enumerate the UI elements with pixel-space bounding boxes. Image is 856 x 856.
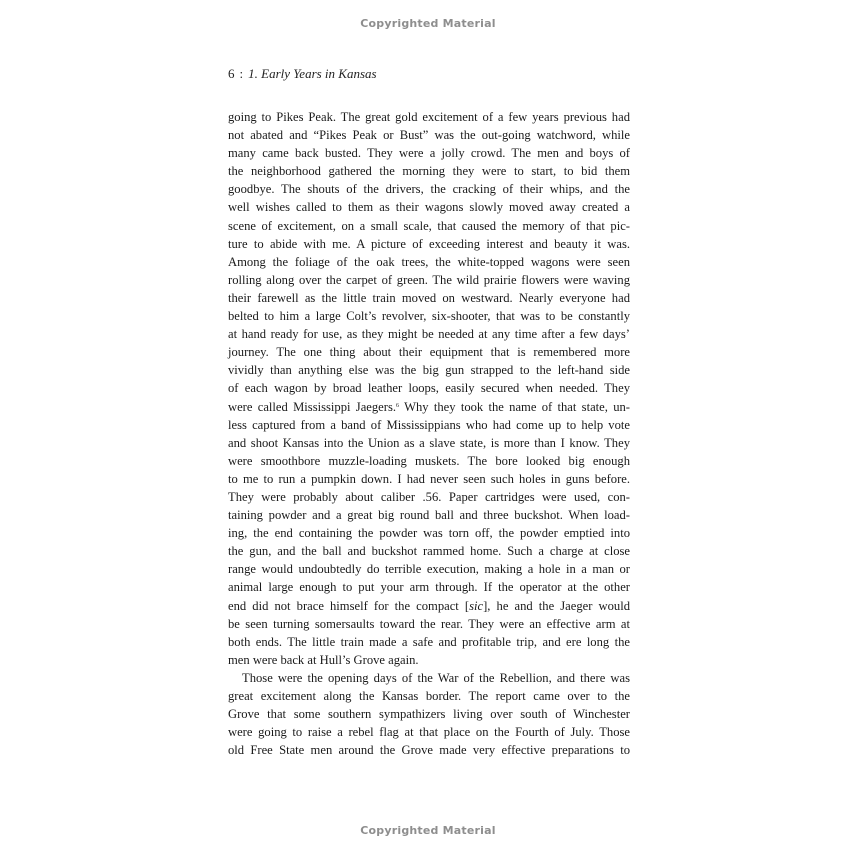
- page-number: 6: [228, 66, 235, 81]
- text-line: the neighborhood gathered the morning they were to start, to bid them: [228, 164, 630, 179]
- text-segment: were called Mississippi Jaegers.: [228, 399, 397, 414]
- text-line: Among the foliage of the oak trees, the white-topped wagons were seen: [228, 254, 630, 269]
- copyright-watermark-bottom: Copyrighted Material: [360, 824, 496, 837]
- text-line: at hand ready for use, as they might be needed at any time after a few days’: [228, 327, 630, 342]
- text-line: They were probably about caliber .56. Paper cartridges were used, con-: [228, 489, 630, 504]
- text-line: were smoothbore muzzle-loading muskets. The bore looked big enough: [228, 453, 630, 468]
- text-line: the gun, and the ball and buckshot rammed home. Such a charge at close: [228, 544, 630, 559]
- text-line: vividly than anything else was the big gun strapped to the left-hand side: [228, 363, 630, 378]
- text-line: rolling along over the carpet of green. The wild prairie flowers were waving: [228, 272, 630, 287]
- running-head-separator: :: [239, 66, 244, 81]
- text-line-footnote: [228, 398, 630, 416]
- text-line: old Free State men around the Grove made very effective preparations to: [228, 743, 630, 758]
- text-line: scene of excitement, on a small scale, that caused the memory of that pic-: [228, 218, 630, 233]
- text-line: men were back at Hull’s Grove again.: [228, 652, 419, 667]
- text-line: range would undoubtedly do terrible execution, making a hole in a man or: [228, 562, 630, 577]
- text-line: were going to raise a rebel flag at that place on the Fourth of July. Those: [228, 725, 630, 740]
- text-line: belted to him a large Colt’s revolver, six-shooter, that was to be constantly: [228, 309, 630, 324]
- footnote-marker[interactable]: 6: [396, 402, 400, 409]
- running-head: [228, 66, 377, 82]
- text-line: Grove that some southern sympathizers living over south of Winchester: [228, 707, 630, 722]
- text-line: their farewell as the little train moved on westward. Nearly everyone had: [228, 290, 630, 305]
- text-segment: Why they took the name of that state, un-: [399, 399, 630, 414]
- text-segment: ], he and the Jaeger would: [483, 598, 631, 613]
- text-line: great excitement along the Kansas border. The report came over to the: [228, 689, 630, 703]
- paragraph-1: [228, 108, 630, 669]
- text-line-sic: [228, 597, 630, 615]
- text-line: goodbye. The shouts of the drivers, the cracking of their whips, and the: [228, 182, 630, 197]
- text-line: of each wagon by broad leather loops, easily secured when needed. They: [228, 381, 630, 396]
- sic-italic: sic: [469, 598, 484, 613]
- text-line: taining powder and a great big round ball and three buckshot. When load-: [228, 508, 630, 523]
- text-segment: end did not brace himself for the compact [: [228, 598, 470, 613]
- text-line: less captured from a band of Mississippians who had come up to help vote: [228, 417, 630, 432]
- text-line: ture to abide with me. A picture of exceeding interest and beauty it was.: [228, 236, 630, 251]
- text-line: going to Pikes Peak. The great gold excitement of a few years previous had: [228, 110, 630, 124]
- text-line: not abated and “Pikes Peak or Bust” was the out-going watchword, while: [228, 128, 630, 143]
- chapter-title: 1. Early Years in Kansas: [248, 66, 377, 81]
- text-line: many came back busted. They were a jolly crowd. The men and boys of: [228, 146, 630, 161]
- text-line: animal large enough to put your arm through. If the operator at the other: [228, 580, 630, 595]
- text-line: well wishes called to them as their wagons slowly moved away created a: [228, 200, 630, 215]
- text-line: ing, the end containing the powder was torn off, the powder emptied into: [228, 526, 630, 541]
- text-line: both ends. The little train made a safe and profitable trip, and ere long the: [228, 634, 630, 649]
- copyright-watermark-top: Copyrighted Material: [360, 17, 496, 30]
- text-line: Those were the opening days of the War of the Rebellion, and there was: [242, 670, 630, 685]
- paragraph-2: [228, 669, 630, 759]
- text-line: and shoot Kansas into the Union as a slave state, is more than I know. They: [228, 435, 630, 450]
- text-line: to me to run a pumpkin down. I had never seen such holes in guns before.: [228, 471, 630, 486]
- text-line: journey. The one thing about their equipment that is remembered more: [228, 345, 630, 360]
- text-line: be seen turning somersaults toward the rear. They were an effective arm at: [228, 616, 630, 631]
- body-text: [228, 108, 630, 759]
